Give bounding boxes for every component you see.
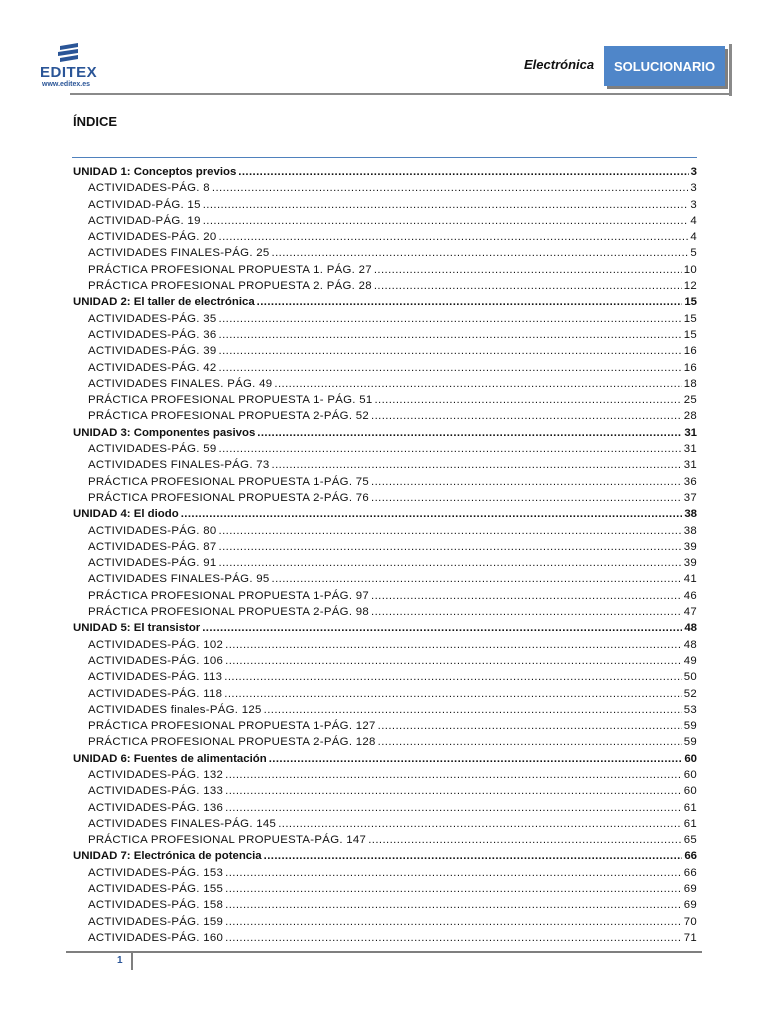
toc-rule [72, 157, 697, 158]
toc-leader-dots [374, 262, 682, 278]
toc-leader-dots [219, 327, 682, 343]
toc-entry-label: PRÁCTICA PROFESIONAL PROPUESTA 1- PÁG. 51 [88, 394, 373, 407]
toc-sub-entry[interactable] [72, 637, 697, 653]
toc-entry-label: ACTIVIDAD-PÁG. 15 [88, 198, 201, 211]
toc-sub-entry[interactable] [72, 686, 697, 702]
toc-entry-page: 61 [683, 801, 697, 814]
toc-entry-label: PRÁCTICA PROFESIONAL PROPUESTA 1. PÁG. 27 [88, 263, 372, 276]
toc-leader-dots [371, 588, 682, 604]
toc-entry-page: 10 [683, 263, 697, 276]
toc-sub-entry[interactable] [72, 197, 697, 213]
toc-entry-page: 3 [690, 198, 697, 211]
toc-entry-page: 66 [683, 866, 697, 879]
toc-leader-dots [202, 620, 682, 636]
toc-leader-dots [225, 881, 682, 897]
toc-entry-page: 31 [684, 426, 697, 439]
toc-entry-page: 59 [683, 720, 697, 733]
toc-leader-dots [219, 360, 682, 376]
toc-leader-dots [219, 311, 682, 327]
toc-leader-dots [224, 669, 681, 685]
toc-leader-dots [272, 571, 682, 587]
toc-leader-dots [368, 832, 682, 848]
toc-entry-label: ACTIVIDADES FINALES-PÁG. 145 [88, 817, 277, 830]
toc-entry-label: ACTIVIDAD-PÁG. 19 [88, 214, 201, 227]
toc-entry-page: 12 [683, 280, 697, 293]
toc-leader-dots [371, 408, 682, 424]
toc-sub-entry[interactable] [72, 669, 697, 685]
toc-entry-page: 48 [683, 638, 697, 651]
toc-entry-page: 15 [683, 312, 697, 325]
toc-entry-label: UNIDAD 5: El transistor [73, 622, 201, 635]
toc-entry-label: ACTIVIDADES-PÁG. 133 [88, 785, 224, 798]
toc-leader-dots [219, 229, 689, 245]
toc-entry-label: ACTIVIDADES-PÁG. 132 [88, 768, 224, 781]
solucionario-badge: SOLUCIONARIO [604, 46, 725, 86]
toc-unit-entry[interactable] [72, 425, 697, 441]
toc-entry-label: ACTIVIDADES FINALES. PÁG. 49 [88, 377, 273, 390]
toc-sub-entry[interactable] [72, 441, 697, 457]
toc-entry-page: 3 [690, 182, 697, 195]
toc-leader-dots [274, 376, 681, 392]
toc-leader-dots [212, 180, 688, 196]
toc-sub-entry[interactable] [72, 734, 697, 750]
toc-entry-label: ACTIVIDADES-PÁG. 87 [88, 540, 217, 553]
toc-entry-label: ACTIVIDADES-PÁG. 102 [88, 638, 224, 651]
toc-entry-label: PRÁCTICA PROFESIONAL PROPUESTA-PÁG. 147 [88, 834, 367, 847]
toc-entry-page: 28 [683, 410, 697, 423]
toc-entry-page: 5 [690, 247, 697, 260]
toc-entry-page: 38 [683, 524, 697, 537]
toc-entry-label: ACTIVIDADES-PÁG. 118 [88, 687, 223, 700]
toc-leader-dots [238, 164, 688, 180]
toc-leader-dots [264, 702, 682, 718]
toc-leader-dots [371, 490, 682, 506]
toc-entry-label: ACTIVIDADES-PÁG. 20 [88, 231, 217, 244]
toc-entry-label: ACTIVIDADES-PÁG. 42 [88, 361, 217, 374]
toc-unit-entry[interactable] [72, 506, 697, 522]
toc-entry-label: ACTIVIDADES finales-PÁG. 125 [88, 703, 262, 716]
toc-entry-page: 4 [690, 214, 697, 227]
toc-entry-page: 69 [683, 883, 697, 896]
toc-sub-entry[interactable] [72, 408, 697, 424]
toc-entry-label: PRÁCTICA PROFESIONAL PROPUESTA 2-PÁG. 128 [88, 736, 376, 749]
toc-entry-page: 52 [683, 687, 697, 700]
toc-unit-entry[interactable] [72, 294, 697, 310]
toc-leader-dots [225, 637, 682, 653]
footer-divider-vertical [131, 952, 133, 970]
toc-sub-entry[interactable] [72, 213, 697, 229]
toc-leader-dots [225, 897, 682, 913]
toc-leader-dots [225, 914, 682, 930]
toc-entry-page: 47 [683, 606, 697, 619]
toc-sub-entry[interactable] [72, 229, 697, 245]
toc-sub-entry[interactable] [72, 588, 697, 604]
toc-entry-label: PRÁCTICA PROFESIONAL PROPUESTA 2-PÁG. 52 [88, 410, 370, 423]
toc-entry-page: 59 [683, 736, 697, 749]
toc-entry-label: ACTIVIDADES-PÁG. 91 [88, 557, 217, 570]
footer-divider [66, 951, 702, 953]
toc-entry-page: 16 [683, 361, 697, 374]
toc-leader-dots [272, 245, 689, 261]
toc-sub-entry[interactable] [72, 832, 697, 848]
toc-entry-page: 16 [683, 345, 697, 358]
toc-leader-dots [225, 653, 682, 669]
toc-sub-entry[interactable] [72, 718, 697, 734]
toc-entry-label: PRÁCTICA PROFESIONAL PROPUESTA 1-PÁG. 75 [88, 475, 370, 488]
toc-leader-dots [272, 457, 682, 473]
toc-sub-entry[interactable] [72, 897, 697, 913]
toc-entry-page: 69 [683, 899, 697, 912]
toc-entry-page: 49 [683, 654, 697, 667]
toc-entry-page: 71 [683, 931, 697, 944]
toc-unit-entry[interactable] [72, 620, 697, 636]
toc-sub-entry[interactable] [72, 604, 697, 620]
toc-leader-dots [203, 213, 689, 229]
toc-sub-entry[interactable] [72, 767, 697, 783]
toc-entry-label: ACTIVIDADES-PÁG. 155 [88, 883, 224, 896]
toc-entry-page: 31 [683, 443, 697, 456]
toc-sub-entry[interactable] [72, 930, 697, 946]
toc-leader-dots [225, 800, 682, 816]
toc-entry-label: ACTIVIDADES-PÁG. 36 [88, 328, 217, 341]
toc-entry-page: 3 [690, 166, 697, 178]
toc-entry-label: ACTIVIDADES-PÁG. 153 [88, 866, 224, 879]
toc-entry-page: 38 [684, 508, 697, 521]
toc-entry-page: 36 [683, 475, 697, 488]
toc-leader-dots [203, 197, 689, 213]
toc-leader-dots [181, 506, 683, 522]
toc-entry-label: ACTIVIDADES FINALES-PÁG. 25 [88, 247, 270, 260]
toc-entry-label: UNIDAD 2: El taller de electrónica [73, 296, 255, 309]
toc-sub-entry[interactable] [72, 180, 697, 196]
toc-sub-entry[interactable] [72, 262, 697, 278]
toc-entry-label: PRÁCTICA PROFESIONAL PROPUESTA 2. PÁG. 28 [88, 280, 372, 293]
toc-unit-entry[interactable] [72, 164, 697, 180]
toc-entry-page: 15 [683, 328, 697, 341]
toc-leader-dots [219, 523, 682, 539]
toc-sub-entry[interactable] [72, 474, 697, 490]
toc-sub-entry[interactable] [72, 457, 697, 473]
toc-entry-label: ACTIVIDADES-PÁG. 80 [88, 524, 217, 537]
toc-entry-label: ACTIVIDADES-PÁG. 159 [88, 915, 224, 928]
toc-sub-entry[interactable] [72, 523, 697, 539]
logo-text: EDITEX [40, 64, 98, 81]
toc-leader-dots [371, 604, 682, 620]
toc-unit-entry[interactable] [72, 848, 697, 864]
toc-entry-label: PRÁCTICA PROFESIONAL PROPUESTA 2-PÁG. 76 [88, 491, 370, 504]
toc-sub-entry[interactable] [72, 571, 697, 587]
toc-entry-page: 39 [683, 557, 697, 570]
header-divider [70, 93, 730, 95]
toc-leader-dots [378, 734, 682, 750]
toc-entry-label: ACTIVIDADES-PÁG. 59 [88, 443, 217, 456]
toc-leader-dots [225, 767, 682, 783]
toc-entry-page: 39 [683, 540, 697, 553]
subject-title: Electrónica [524, 57, 595, 72]
toc-sub-entry[interactable] [72, 311, 697, 327]
toc-entry-label: UNIDAD 3: Componentes pasivos [73, 426, 256, 439]
toc-leader-dots [219, 555, 682, 571]
toc-entry-page: 46 [683, 589, 697, 602]
toc-leader-dots [374, 278, 682, 294]
toc-sub-entry[interactable] [72, 865, 697, 881]
toc-entry-label: UNIDAD 7: Electrónica de potencia [73, 850, 262, 863]
toc-leader-dots [219, 343, 682, 359]
toc-entry-page: 66 [684, 850, 697, 863]
index-title: ÍNDICE [73, 114, 118, 129]
table-of-contents [72, 164, 697, 946]
toc-sub-entry[interactable] [72, 783, 697, 799]
toc-sub-entry[interactable] [72, 278, 697, 294]
toc-entry-page: 37 [683, 491, 697, 504]
toc-entry-page: 48 [684, 622, 697, 635]
toc-sub-entry[interactable] [72, 914, 697, 930]
toc-sub-entry[interactable] [72, 800, 697, 816]
toc-sub-entry[interactable] [72, 702, 697, 718]
toc-sub-entry[interactable] [72, 245, 697, 261]
toc-leader-dots [257, 294, 683, 310]
toc-entry-page: 61 [683, 817, 697, 830]
toc-entry-label: ACTIVIDADES-PÁG. 136 [88, 801, 224, 814]
toc-entry-label: ACTIVIDADES-PÁG. 160 [88, 931, 224, 944]
header-divider-vertical [729, 44, 732, 96]
toc-entry-page: 41 [683, 573, 697, 586]
toc-entry-label: ACTIVIDADES-PÁG. 35 [88, 312, 217, 325]
toc-leader-dots [219, 539, 682, 555]
toc-leader-dots [378, 718, 682, 734]
toc-leader-dots [257, 425, 682, 441]
toc-entry-label: ACTIVIDADES FINALES-PÁG. 95 [88, 573, 270, 586]
toc-leader-dots [219, 441, 682, 457]
toc-entry-page: 18 [683, 377, 697, 390]
toc-unit-entry[interactable] [72, 751, 697, 767]
toc-entry-page: 60 [683, 785, 697, 798]
editex-logo-icon [56, 42, 82, 66]
toc-leader-dots [374, 392, 681, 408]
toc-sub-entry[interactable] [72, 555, 697, 571]
toc-entry-label: ACTIVIDADES-PÁG. 106 [88, 654, 224, 667]
toc-leader-dots [225, 865, 682, 881]
toc-entry-label: UNIDAD 6: Fuentes de alimentación [73, 752, 267, 765]
toc-entry-label: PRÁCTICA PROFESIONAL PROPUESTA 1-PÁG. 127 [88, 720, 376, 733]
toc-sub-entry[interactable] [72, 327, 697, 343]
toc-sub-entry[interactable] [72, 653, 697, 669]
toc-entry-page: 25 [683, 394, 697, 407]
toc-leader-dots [269, 751, 683, 767]
page-number: 1 [117, 955, 123, 966]
toc-leader-dots [225, 783, 682, 799]
toc-entry-label: ACTIVIDADES-PÁG. 8 [88, 182, 210, 195]
toc-entry-page: 53 [683, 703, 697, 716]
toc-entry-label: ACTIVIDADES-PÁG. 39 [88, 345, 217, 358]
toc-entry-page: 31 [683, 459, 697, 472]
toc-leader-dots [224, 686, 681, 702]
toc-entry-label: ACTIVIDADES-PÁG. 113 [88, 671, 223, 684]
toc-entry-page: 4 [690, 231, 697, 244]
toc-entry-label: UNIDAD 4: El diodo [73, 508, 179, 521]
toc-entry-page: 60 [683, 768, 697, 781]
toc-entry-page: 65 [683, 834, 697, 847]
toc-entry-label: ACTIVIDADES FINALES-PÁG. 73 [88, 459, 270, 472]
toc-leader-dots [371, 474, 682, 490]
editex-logo [40, 42, 100, 92]
toc-entry-label: ACTIVIDADES-PÁG. 158 [88, 899, 224, 912]
toc-entry-label: UNIDAD 1: Conceptos previos [73, 166, 237, 178]
toc-sub-entry[interactable] [72, 816, 697, 832]
logo-url: www.editex.es [42, 81, 90, 88]
toc-entry-page: 70 [683, 915, 697, 928]
page-header [0, 0, 768, 110]
toc-leader-dots [278, 816, 682, 832]
toc-entry-page: 60 [684, 752, 697, 765]
toc-sub-entry[interactable] [72, 392, 697, 408]
toc-entry-label: PRÁCTICA PROFESIONAL PROPUESTA 2-PÁG. 98 [88, 606, 370, 619]
toc-sub-entry[interactable] [72, 360, 697, 376]
toc-sub-entry[interactable] [72, 539, 697, 555]
toc-entry-page: 15 [684, 296, 697, 309]
toc-sub-entry[interactable] [72, 490, 697, 506]
toc-sub-entry[interactable] [72, 376, 697, 392]
toc-entry-page: 50 [683, 671, 697, 684]
toc-sub-entry[interactable] [72, 881, 697, 897]
toc-leader-dots [264, 848, 683, 864]
toc-leader-dots [225, 930, 682, 946]
toc-entry-label: PRÁCTICA PROFESIONAL PROPUESTA 1-PÁG. 97 [88, 589, 370, 602]
toc-sub-entry[interactable] [72, 343, 697, 359]
